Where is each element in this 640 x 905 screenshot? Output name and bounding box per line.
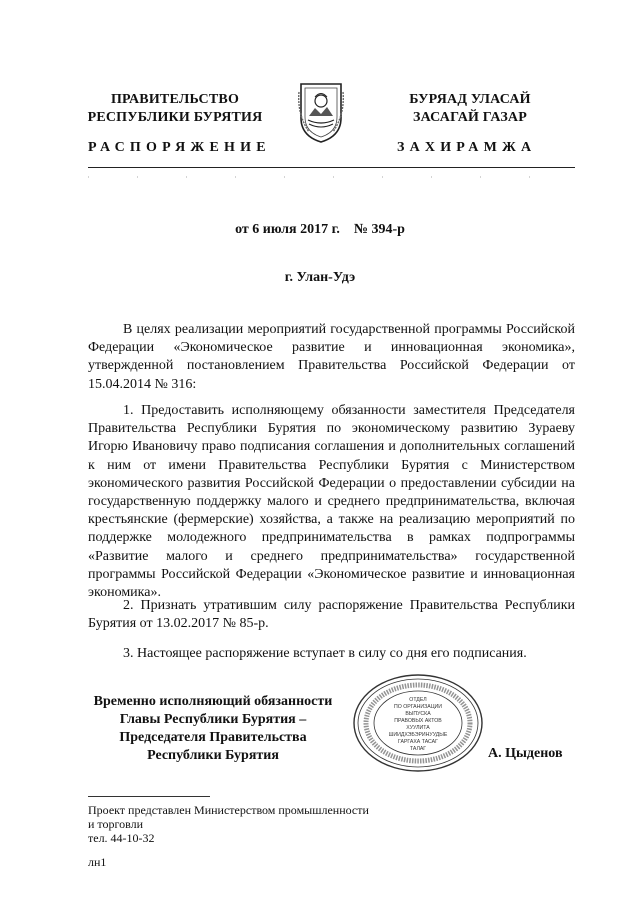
official-stamp xyxy=(352,673,484,773)
item-3-paragraph: 3. Настоящее распоряжение вступает в силу со дня его подписания. xyxy=(123,646,527,661)
signature-line2: Главы Республики Бурятия – xyxy=(119,712,307,727)
footer-line2: и торговли xyxy=(88,817,144,831)
city-line: г. Улан-Удэ xyxy=(284,270,356,285)
stamp-line-6: ШИИДХЭБЭРИНУУДЫЕ xyxy=(388,732,448,738)
header-left-line2: РЕСПУБЛИКИ БУРЯТИЯ xyxy=(87,110,263,125)
decree-number: № 394-р xyxy=(353,222,405,237)
dotted-rule xyxy=(88,175,575,179)
stamp-line-2: ПО ОРГАНИЗАЦИИ xyxy=(394,704,442,710)
footer-divider xyxy=(88,796,210,797)
header-right-block xyxy=(365,91,575,127)
header-right-line2: ЗАСАГАЙ ГАЗАР xyxy=(412,110,527,125)
preamble-paragraph: В целях реализации мероприятий государственной программы Российской Федерации «Экономическое развитие и инновационная экономика», утвержденной постановлением Правительства Российской Федерации от 15.04.2014 № 316: xyxy=(88,322,575,392)
stamp-line-4: ПРАВОВЫХ АКТОВ xyxy=(394,718,442,724)
signature-line3: Председателя Правительства xyxy=(119,730,307,745)
header-right-line1: БУРЯАД УЛАСАЙ xyxy=(409,92,531,107)
stamp-line-8: ТАЛАГ xyxy=(409,746,427,752)
item-1-paragraph: 1. Предоставить исполняющему обязанности заместителя Председателя Правительства Республики Бурятия по экономическому развитию Зураеву Игорю Ивановичу право подписания соглашения и дополнительных соглашений к ним от имени Правительства Республики Бурятия с Министерством экономического развития Российской Федерации о предоставлении субсидии на государственную поддержку малого и среднего предпринимательства, включая крестьянские (фермерские) хозяйства, а также на реализацию мероприятий по поддержке молодежного предпринимательства в рамках подпрограммы «Развитие малого и среднего предпринимательства» государственной программы Российской Федерации «Экономическое развитие и инновационная экономика». xyxy=(88,403,575,601)
header-divider xyxy=(88,167,575,168)
stamp-line-7: ГАРГАХА ТАСАГ xyxy=(398,739,438,745)
doc-type-ru: РАСПОРЯЖЕНИЕ xyxy=(88,140,271,155)
footer-note xyxy=(88,803,408,845)
header-left-block xyxy=(70,91,280,127)
footer-line1: Проект представлен Министерством промышленности xyxy=(88,803,369,817)
signature-line1: Временно исполняющий обязанности xyxy=(93,694,333,709)
signer-name: А. Цыденов xyxy=(488,746,563,761)
decree-date: от 6 июля 2017 г. xyxy=(235,222,340,237)
stamp-line-3: ВЫПУСКА xyxy=(405,711,431,717)
signature-title-block xyxy=(88,693,338,765)
coat-of-arms-emblem xyxy=(295,78,347,144)
stamp-line-1: ОТДЕЛ xyxy=(409,697,427,703)
document-code: лн1 xyxy=(88,855,107,869)
header-left-line1: ПРАВИТЕЛЬСТВО xyxy=(110,92,240,107)
date-line xyxy=(0,222,640,238)
signature-line4: Республики Бурятия xyxy=(147,748,279,763)
stamp-line-5: ХУУЛИТА xyxy=(406,725,430,731)
item-2-paragraph: 2. Признать утратившим силу распоряжение Правительства Республики Бурятия от 13.02.2017 № 85-р. xyxy=(88,598,575,632)
doc-type-bur: ЗАХИРАМЖА xyxy=(397,140,537,155)
footer-phone: тел. 44-10-32 xyxy=(88,831,155,845)
